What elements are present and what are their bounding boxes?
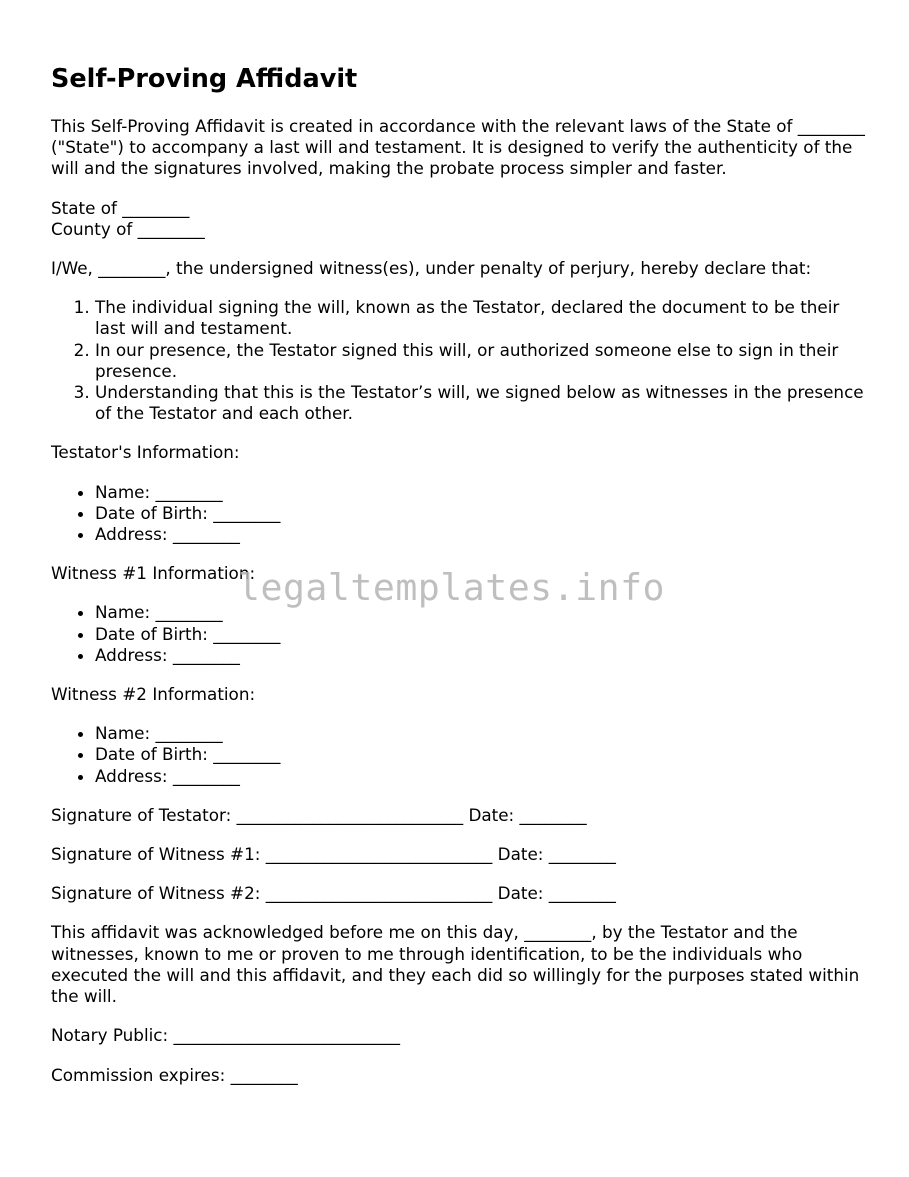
page-title: Self-Proving Affidavit <box>51 64 358 94</box>
statement-item: 1. The individual signing the will, known as the Testator, declared the document to be their last will and testament. <box>95 297 871 339</box>
acknowledgment-paragraph: This affidavit was acknowledged before me on this day, ________, by the Testator and the witnesses, known to me or proven to me through identification, to be the individuals who executed the will and this affidavit, and they each did so willingly for the purposes stated within the will. <box>51 922 860 1007</box>
watermark: legaltemplates.info <box>238 566 666 609</box>
statements-list <box>51 297 871 424</box>
witness1-heading: Witness #1 Information: <box>51 563 256 584</box>
venue-block <box>51 198 871 240</box>
statement-item: 3. Understanding that this is the Testator’s will, we signed below as witnesses in the presence of the Testator and each other. <box>95 382 871 424</box>
intro-paragraph: This Self-Proving Affidavit is created in accordance with the relevant laws of the State of ________ ("State") to accompany a last will and testament. It is designed to verify the authenticity of the will and the signatures involved, making the probate process simpler and faster. <box>51 116 865 179</box>
statement-item: 2. In our presence, the Testator signed this will, or authorized someone else to sign in their presence. <box>95 340 871 382</box>
venue-state: State of ________ <box>51 197 190 218</box>
witness1-address-field: • Address: ________ <box>95 645 871 666</box>
testator-address-field: • Address: ________ <box>95 524 871 545</box>
testator-fields <box>51 482 871 546</box>
testator-name-field: • Name: ________ <box>95 482 871 503</box>
witness1-signature-line: Signature of Witness #1: ___________________________ Date: ________ <box>51 844 616 865</box>
declaration-paragraph: I/We, ________, the undersigned witness(es), under penalty of perjury, hereby declare that: <box>51 258 812 279</box>
testator-heading: Testator's Information: <box>51 442 240 463</box>
witness2-dob-field: • Date of Birth: ________ <box>95 744 871 765</box>
commission-expires-line: Commission expires: ________ <box>51 1064 298 1085</box>
notary-public-line: Notary Public: ___________________________ <box>51 1025 401 1046</box>
venue-county: County of ________ <box>51 218 205 239</box>
witness1-name-field: • Name: ________ <box>95 602 871 623</box>
witness1-dob-field: • Date of Birth: ________ <box>95 624 871 645</box>
witness2-name-field: • Name: ________ <box>95 723 871 744</box>
witness2-heading: Witness #2 Information: <box>51 684 256 705</box>
witness2-address-field: • Address: ________ <box>95 766 871 787</box>
witness2-signature-line: Signature of Witness #2: ___________________________ Date: ________ <box>51 883 616 904</box>
testator-signature-line: Signature of Testator: ___________________________ Date: ________ <box>51 804 587 825</box>
witness2-fields <box>51 723 871 787</box>
testator-dob-field: • Date of Birth: ________ <box>95 503 871 524</box>
witness1-fields <box>51 602 871 666</box>
